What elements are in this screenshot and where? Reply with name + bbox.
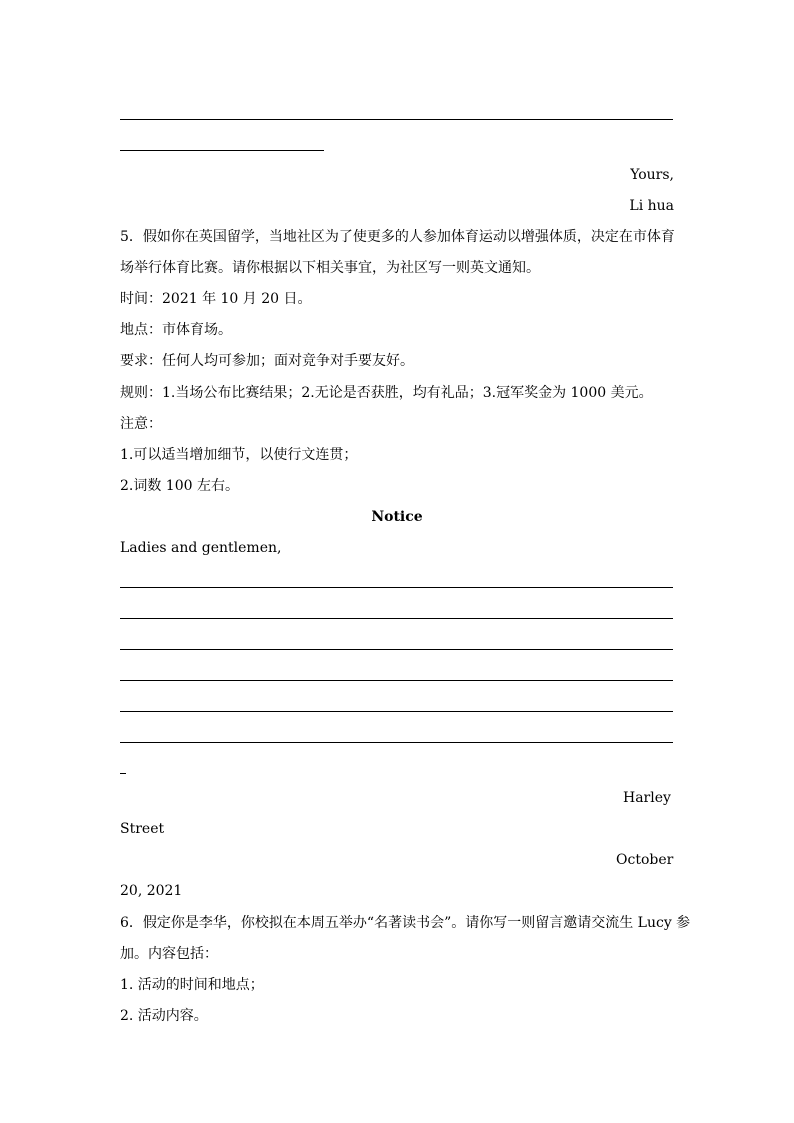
answer-line <box>120 587 673 588</box>
notice-greeting: Ladies and gentlemen, <box>120 540 282 556</box>
q5-note2: 2.词数 100 左右。 <box>120 478 239 494</box>
notice-date-line2: 20, 2021 <box>120 883 183 899</box>
q6-intro-line2: 加。内容包括： <box>120 946 218 962</box>
q5-note-label: 注意： <box>120 416 162 432</box>
letter-signature: Li hua <box>629 198 674 214</box>
q5-time: 时间：2021 年 10 月 20 日。 <box>120 291 312 307</box>
answer-line <box>120 711 673 712</box>
q5-note1: 1.可以适当增加细节，以使行文连贯； <box>120 447 358 463</box>
q5-requirement: 要求：任何人均可参加；面对竞争对手要友好。 <box>120 353 414 369</box>
q5-place: 地点：市体育场。 <box>120 322 232 338</box>
answer-line <box>120 742 673 743</box>
q5-intro-line1: 5．假如你在英国留学，当地社区为了使更多的人参加体育运动以增强体质，决定在市体育 <box>120 229 675 245</box>
answer-line <box>120 649 673 650</box>
answer-line <box>120 680 673 681</box>
answer-line <box>120 618 673 619</box>
q5-rules: 规则：1.当场公布比赛结果；2.无论是否获胜，均有礼品；3.冠军奖金为 1000 美元。 <box>120 385 653 401</box>
notice-title: Notice <box>371 509 423 525</box>
q6-item1: 1. 活动的时间和地点； <box>120 977 264 993</box>
answer-line <box>120 119 673 120</box>
notice-date-line1: October <box>616 852 674 868</box>
letter-closing: Yours, <box>630 167 674 183</box>
notice-sign-line2: Street <box>120 821 165 837</box>
q6-intro-line1: 6．假定你是李华，你校拟在本周五举办“名著读书会”。请你写一则留言邀请交流生 Lucy 参 <box>120 915 691 931</box>
q6-item2: 2. 活动内容。 <box>120 1008 208 1024</box>
notice-sign-line1: Harley <box>623 790 671 806</box>
answer-line-short <box>120 150 324 151</box>
answer-line-stub <box>120 773 126 774</box>
q5-intro-line2: 场举行体育比赛。请你根据以下相关事宜，为社区写一则英文通知。 <box>120 260 540 276</box>
